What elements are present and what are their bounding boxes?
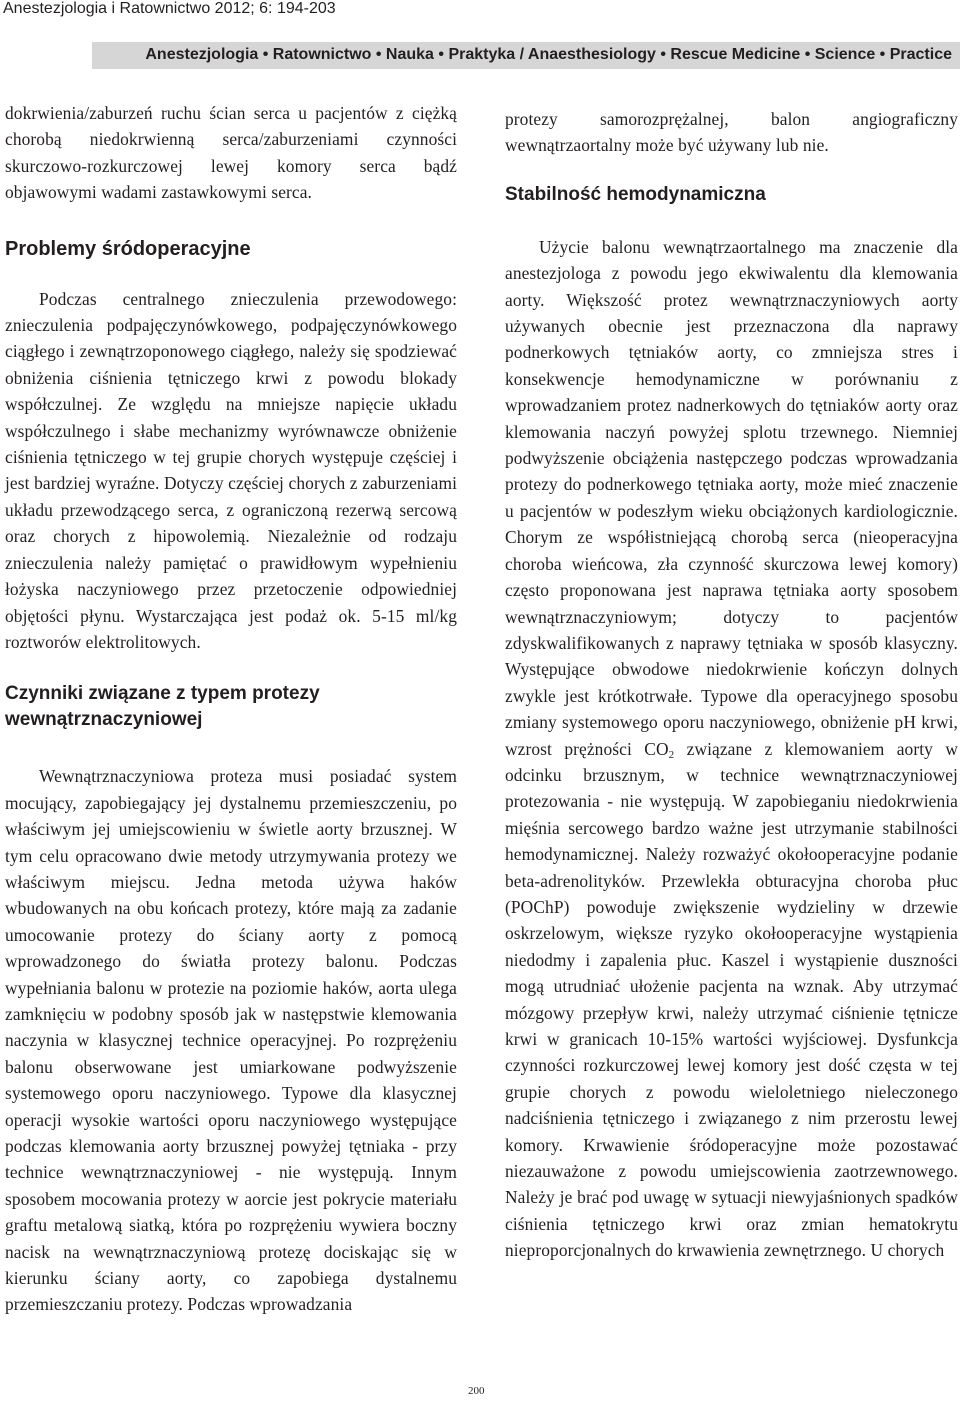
paragraph-stability-part2: związane z klemowaniem aorty w odcinku brzusznym, w technice wewnątrznaczyniowej protezowania - nie występują. W zapobieganiu niedokrwienia mięśnia sercowego bardzo ważne jest utrzymanie stabilności hemodynamicznej. Należy rozważyć okołooperacyjne podanie beta-adrenolityków. Przewlekła obturacyjna choroba płuc (POChP) powoduje zwiększenie wydzieliny w drzewie oskrzelowym, większe ryzyko okołooperacyjne wystąpienia niedodmy i zapalenia płuc. Kaszel i wystąpienie duszności mogą utrudniać ułożenie pacjenta na wznak. Aby utrzymać mózgowy przepływ krwi, należy utrzymać ciśnienie tętnicze krwi w granicach 10-15% wartości wyjściowej. Dysfunkcja czynności rozkurczowej lewej komory jest dość częsta w tej grupie chorych z powodu wieloletniego nieleczonego nadciśnienia tętniczego i związanego z nim przerostu lewej komory. Krwawienie śródoperacyjne może pozostawać niezauważone z powodu umiejscowienia zaotrzewnowego. Należy je brać pod uwagę w sytuacji niewyjaśnionych spadków ciśnienia tętniczego krwi oraz zmian hematokrytu nieproporcjonalnych do krwawienia zewnętrznego. U chorych	[505, 738, 958, 1261]
intro-paragraph-left: dokrwienia/zaburzeń ruchu ścian serca u pacjentów z ciężką chorobą niedokrwienną serca/zaburzeniami czynności skurczowo-rozkurczowej lewej komory serca bądź objawowymi wadami zastawkowymi serca.	[5, 103, 457, 203]
journal-reference: Anestezjologia i Ratownictwo 2012; 6: 194-203	[3, 0, 336, 17]
paragraph-factors: Wewnątrznaczyniowa proteza musi posiadać system mocujący, zapobiegający jej dystalnemu przemieszczeniu, po właściwym jej umiejscowieniu w świetle aorty brzusznej. W tym celu opracowano dwie metody utrzymywania protezy we właściwym miejscu. Jedna metoda używa haków wbudowanych na obu końcach protezy, które mają za zadanie umocowanie protezy do ściany aorty z pomocą wprowadzonego do światła protezy balonu. Podczas wypełniania balonu w protezie na poziomie haków, aorta ulega zamknięciu w podobny sposób jak w następstwie klemowania naczynia w klasycznej technice operacyjnej. Po rozprężeniu balonu obserwowane jest umiarkowane podwyższenie systemowego oporu naczyniowego. Typowe dla klasycznej operacji wysokie wartości oporu naczyniowego występujące podczas klemowania aorty brzusznej powyżej tętniaka - przy technice wewnątrznaczyniowej - nie występują. Innym sposobem mocowania protezy w aorcie jest pokrycie materiału graftu metalową siatką, która po rozprężeniu wywiera boczny nacisk na wewnątrznaczyniową protezę dociskając się w kierunku ściany aorty, co zapobiega dystalnemu przemieszczaniu protezy. Podczas wprowadzania	[5, 766, 457, 1315]
heading-stability: Stabilność hemodynamiczna	[505, 183, 766, 205]
journal-banner	[92, 42, 960, 69]
paragraph-problems: Podczas centralnego znieczulenia przewodowego: znieczulenia podpajęczynówkowego, podpajęczynówkowego ciągłego i zewnątrzoponowego ciągłego, należy się spodziewać obniżenia ciśnienia tętniczego krwi z powodu blokady współczulnej. Ze względu na mniejsze napięcie układu współczulnego i słabe mechanizmy wyrównawcze obniżenie ciśnienia tętniczego w tej grupie chorych występuje częściej i jest bardziej wyraźne. Dotyczy częściej chorych z zaburzeniami układu przewodzącego serca, z ograniczoną rezerwą sercową oraz chorych z hipowolemią. Niezależnie od rodzaju znieczulenia należy pamiętać o prawidłowym wypełnieniu łożyska naczyniowego przez przetoczenie odpowiedniej objętości płynu. Wystarczająca jest podaż ok. 5-15 ml/kg roztworów elektrolitowych.	[5, 288, 457, 652]
co2-subscript: 2	[668, 748, 675, 761]
intro-paragraph-right: protezy samorozprężalnej, balon angiograficzny wewnątrzaortalny może być używany lub nie.	[505, 109, 958, 156]
paragraph-stability	[505, 234, 958, 1264]
banner-text: Anestezjologia • Ratownictwo • Nauka • Praktyka / Anaesthesiology • Rescue Medicine • Science • Practice	[145, 46, 952, 63]
paragraph-stability-part1: Użycie balonu wewnątrzaortalnego ma znaczenie dla anestezjologa z powodu jego ekwiwalentu dla klemowania aorty. Większość protez wewnątrznaczyniowych aorty używanych obecnie jest przeznaczona dla naprawy podnerkowych tętniaków aorty, co zmniejsza stres i konsekwencje hemodynamiczne w porównaniu z wprowadzaniem protez nadnerkowych do tętniaków aorty oraz klemowania naczyń powyżej splotu trzewnego. Niemniej podwyższenie obciążenia następczego podczas wprowadzania protezy do podnerkowego tętniaka aorty, może mieć znaczenie u pacjentów w podeszłym wieku obciążonych kardiologicznie. Chorym ze współistniejącą chorobą serca (nieoperacyjna choroba wieńcowa, zła czynność skurczowa lewej komory) często proponowana jest naprawa tętniaka aorty sposobem wewnątrznaczyniowym; dotyczy to pacjentów zdyskwalifikowanych z naprawy tętniaka w sposób klasyczny. Występujące obwodowe niedokrwienie kończyn dolnych zwykle jest krótkotrwałe. Typowe dla operacyjnego sposobu zmiany systemowego oporu naczyniowego, obniżenie pH krwi, wzrost prężności CO	[505, 236, 958, 759]
heading-factors	[5, 681, 457, 733]
heading-factors-line1: Czynniki związane z typem protezy	[5, 683, 320, 705]
page-number: 200	[468, 1385, 485, 1397]
heading-problems: Problemy śródoperacyjne	[5, 237, 251, 260]
right-column	[505, 106, 958, 1264]
heading-factors-line2: wewnątrznaczyniowej	[5, 709, 203, 731]
left-column	[5, 100, 457, 1318]
